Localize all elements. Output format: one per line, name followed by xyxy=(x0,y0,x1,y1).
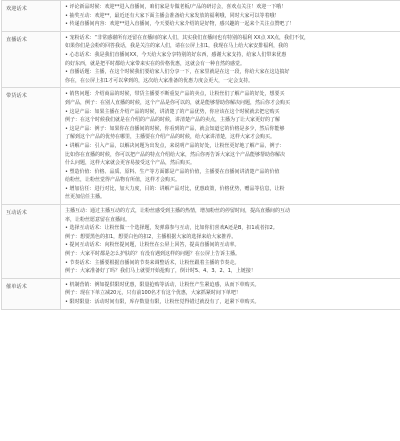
content-line: • 提问互动话术：向粉丝提问题，让粉丝在公屏上回答，提高直播间的互动率。 xyxy=(65,242,240,249)
content-line: 例子：想要黑色的扣1，想要白色的扣2，主播根据大家的选择来给大家推荐。 xyxy=(65,233,237,240)
row-content xyxy=(61,31,400,88)
content-line: • 传递直播间内容：欢迎**进入直播间，今天要给大家介绍的是好物，感兴趣的一起来个关注点赞吧了！ xyxy=(65,21,295,28)
table-row xyxy=(2,88,400,205)
content-line: • 抽奖互动：欢迎**，最近还有大家下面主播会准备给大家发放的福利哦，同时大家可以等着哦！ xyxy=(65,12,280,19)
table-row xyxy=(2,1,400,32)
content-line: 例子：在这个时候我们就是在介绍的产品的时候，讲清楚产品的卖点，主播为了让大家更好的了解 xyxy=(65,117,281,124)
table-row xyxy=(2,278,400,309)
content-line: 了解到这个产品的优势在哪里，主播要在介绍产品的时候，给大家讲清楚，这样大家才会购买。 xyxy=(65,134,276,141)
content-line: 例子：现在下单立减20元，只有前100名才有这个优惠，大家抓紧时间下单吧！ xyxy=(65,290,241,297)
content-line: • 选择互动话术：让粉丝做一个选择题，发弹幕参与互动，比如你们喜欢A还是B，扣1或者扣2。 xyxy=(65,225,278,232)
content-line: 例子：大家平时都是怎么护肤的？有没有遇到这样的问题？在公屏上告诉主播。 xyxy=(65,251,241,258)
content-line: • 讲解产品：引入产品，以解决问题为出发点，来说明产品的好处，让粉丝更好地了解产品，例子： xyxy=(65,142,285,149)
row-category: 互动话术 xyxy=(2,205,61,279)
table-row xyxy=(2,31,400,88)
row-category: 催单话术 xyxy=(2,278,61,309)
content-line: 到产品，例子：在别人直播的时候，这个产品是你可以的，就是能够帮助你解决问题，然后你才会购买 xyxy=(65,99,291,106)
content-line: • 限时限量：活动时间有限，库存数量有限，让粉丝觉得错过就没有了，赶紧下单购买。 xyxy=(65,299,260,305)
row-category: 欢迎话术 xyxy=(2,1,61,32)
content-line: • 心态话术：我是我们直播间XX，今天给大家分享特别的好东西，感谢大家支持，给家人们带来优惠 xyxy=(65,51,287,58)
script-table-page xyxy=(1,0,399,441)
content-line: 给粉丝，让粉丝觉得产品物有所值，这样才会购买。 xyxy=(65,177,181,184)
table-row xyxy=(2,205,400,279)
content-line: 的好东西，就是把平时都给大家带来实在的价格优惠，这就会有一种自然的感觉。 xyxy=(65,60,246,67)
content-line: • 增加信任：进行对比，加大力度，目的：讲解产品对比，优惠政策，价格优势，赠品等信息，让粉 xyxy=(65,185,285,192)
table-body xyxy=(2,1,400,310)
content-line: 比如你在直播的时候，你可以把产品的特点介绍给大家，然后你再告诉大家这个产品能够帮助你解决 xyxy=(65,151,286,158)
content-line: • 这是产品：例子：如果你在直播间的时候，你看到的产品，就会知道它的价格是多少，然后你能够 xyxy=(65,125,285,132)
content-line: • 评论新品时候：欢迎**进入直播间，咱们家是专做老板/产品的研讨会，喜欢点关注！欢迎一下哦！ xyxy=(65,4,287,10)
content-line: 你在，在公屏上扣1才可以拿到的，这次给大家准备的优惠力度会更大，一定会支持。 xyxy=(65,77,254,84)
live-script-table xyxy=(1,0,400,310)
content-line: • 直播话题：主播，在这个时候我们要给家人们分享一下，在家里就是在这一段，你给大家在这边搞好 xyxy=(65,69,290,76)
content-line: • 宠粉话术：“非常感谢所有还留在直播间的家人们，其实我们直播间也有特别的福利 XX点 XX点，我们不仅， xyxy=(65,34,310,41)
row-content xyxy=(61,278,400,309)
row-category: 带货话术 xyxy=(2,88,61,205)
content-line: 例子：大家准备好了吗？我们马上就要开始抢购了，倒计时5、4、3、2、1，上链接！ xyxy=(65,268,256,275)
row-content xyxy=(61,1,400,32)
content-line: • 销售问题：介绍商品的时候，带货主播要不断重复产品的卖点，让粉丝们了解产品的好处，想要买 xyxy=(65,91,285,98)
content-line: 什么问题，这样大家就会更容易接受这个产品，然后购买。 xyxy=(65,160,196,167)
row-content xyxy=(61,205,400,279)
row-content xyxy=(61,88,400,205)
content-line: 主播互动：通过主播互动的方式，让粉丝感受到主播的热情，增加粉丝的停留时间，提高直播间的互动 xyxy=(65,208,291,215)
content-line: 率，让粉丝愿意留在直播间。 xyxy=(65,216,131,223)
content-line: • 节奏话术：主播要根据直播间的节奏来调整话术，让粉丝跟着主播的节奏走。 xyxy=(65,259,240,266)
row-category: 直播话术 xyxy=(2,31,61,88)
content-line: • 机制营销：例如提供限时优惠，限量抢购等活动，让粉丝产生紧迫感，从而下单购买。 xyxy=(65,281,260,288)
content-line: • 这是产品：如果主播在介绍产品的时候，讲清楚了的产品优势，你应该在这个时候就去把它购买 xyxy=(65,108,280,115)
content-line: • 塑造价值：价格、品质、原料、生产等方面都是产品的价值，主播要在直播间讲清楚产品的价值 xyxy=(65,168,280,175)
content-line: 如果你们是会粉的回答我话，我是关注的家人们，请在公屏上扣1，我现在马上给大家安排福利，我的 xyxy=(65,43,289,50)
content-line: 丝更加信任主播。 xyxy=(65,194,106,201)
